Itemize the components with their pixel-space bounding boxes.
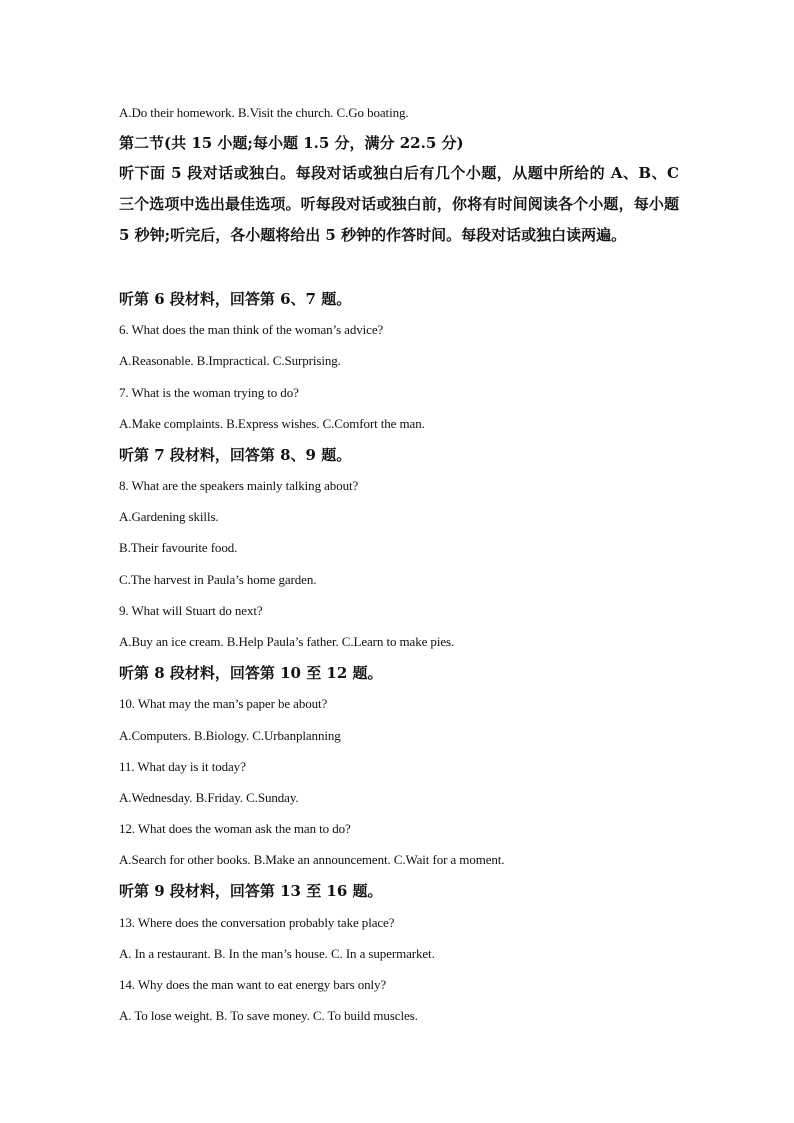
question-8: 8. What are the speakers mainly talking about? (119, 478, 359, 493)
question-8-option-a: A.Gardening skills. (119, 509, 219, 524)
question-14: 14. Why does the man want to eat energy bars only? (119, 977, 387, 992)
question-11-options: A.Wednesday. B.Friday. C.Sunday. (119, 790, 299, 805)
question-7-options: A.Make complaints. B.Express wishes. C.Comfort the man. (119, 416, 425, 431)
q5-options: A.Do their homework. B.Visit the church. C.Go boating. (119, 105, 409, 120)
question-8-option-b: B.Their favourite food. (119, 540, 238, 555)
material-8-heading: 听第 8 段材料，回答第 10 至 12 题。 (119, 664, 383, 682)
question-9: 9. What will Stuart do next? (119, 603, 263, 618)
question-9-options: A.Buy an ice cream. B.Help Paula’s father. C.Learn to make pies. (119, 634, 455, 649)
question-10-options: A.Computers. B.Biology. C.Urbanplanning (119, 728, 341, 743)
material-9-heading: 听第 9 段材料，回答第 13 至 16 题。 (119, 882, 383, 900)
question-6-options: A.Reasonable. B.Impractical. C.Surprising. (119, 353, 341, 368)
section-2-instructions: 听下面 5 段对话或独白。每段对话或独白后有几个小题，从题中所给的 A、B、C 三个选项中选出最佳选项。听每段对话或独白前，你将有时间阅读各个小题，每小题 5 秒钟;听完后，各小题将给出 5 秒钟的作答时间。每段对话或独白读两遍。 (119, 164, 679, 244)
question-14-options: A. To lose weight. B. To save money. C. To build muscles. (119, 1008, 418, 1023)
question-8-option-c: C.The harvest in Paula’s home garden. (119, 572, 317, 587)
question-10: 10. What may the man’s paper be about? (119, 696, 328, 711)
question-12-options: A.Search for other books. B.Make an announcement. C.Wait for a moment. (119, 852, 505, 867)
question-7: 7. What is the woman trying to do? (119, 385, 299, 400)
question-13: 13. Where does the conversation probably take place? (119, 915, 395, 930)
section-2-heading: 第二节(共 15 小题;每小题 1.5 分，满分 22.5 分) (119, 134, 464, 152)
question-6: 6. What does the man think of the woman’s advice? (119, 322, 384, 337)
material-6-heading: 听第 6 段材料，回答第 6、7 题。 (119, 290, 352, 308)
question-13-options: A. In a restaurant. B. In the man’s house. C. In a supermarket. (119, 946, 435, 961)
question-11: 11. What day is it today? (119, 759, 246, 774)
question-12: 12. What does the woman ask the man to do? (119, 821, 351, 836)
material-7-heading: 听第 7 段材料，回答第 8、9 题。 (119, 446, 352, 464)
